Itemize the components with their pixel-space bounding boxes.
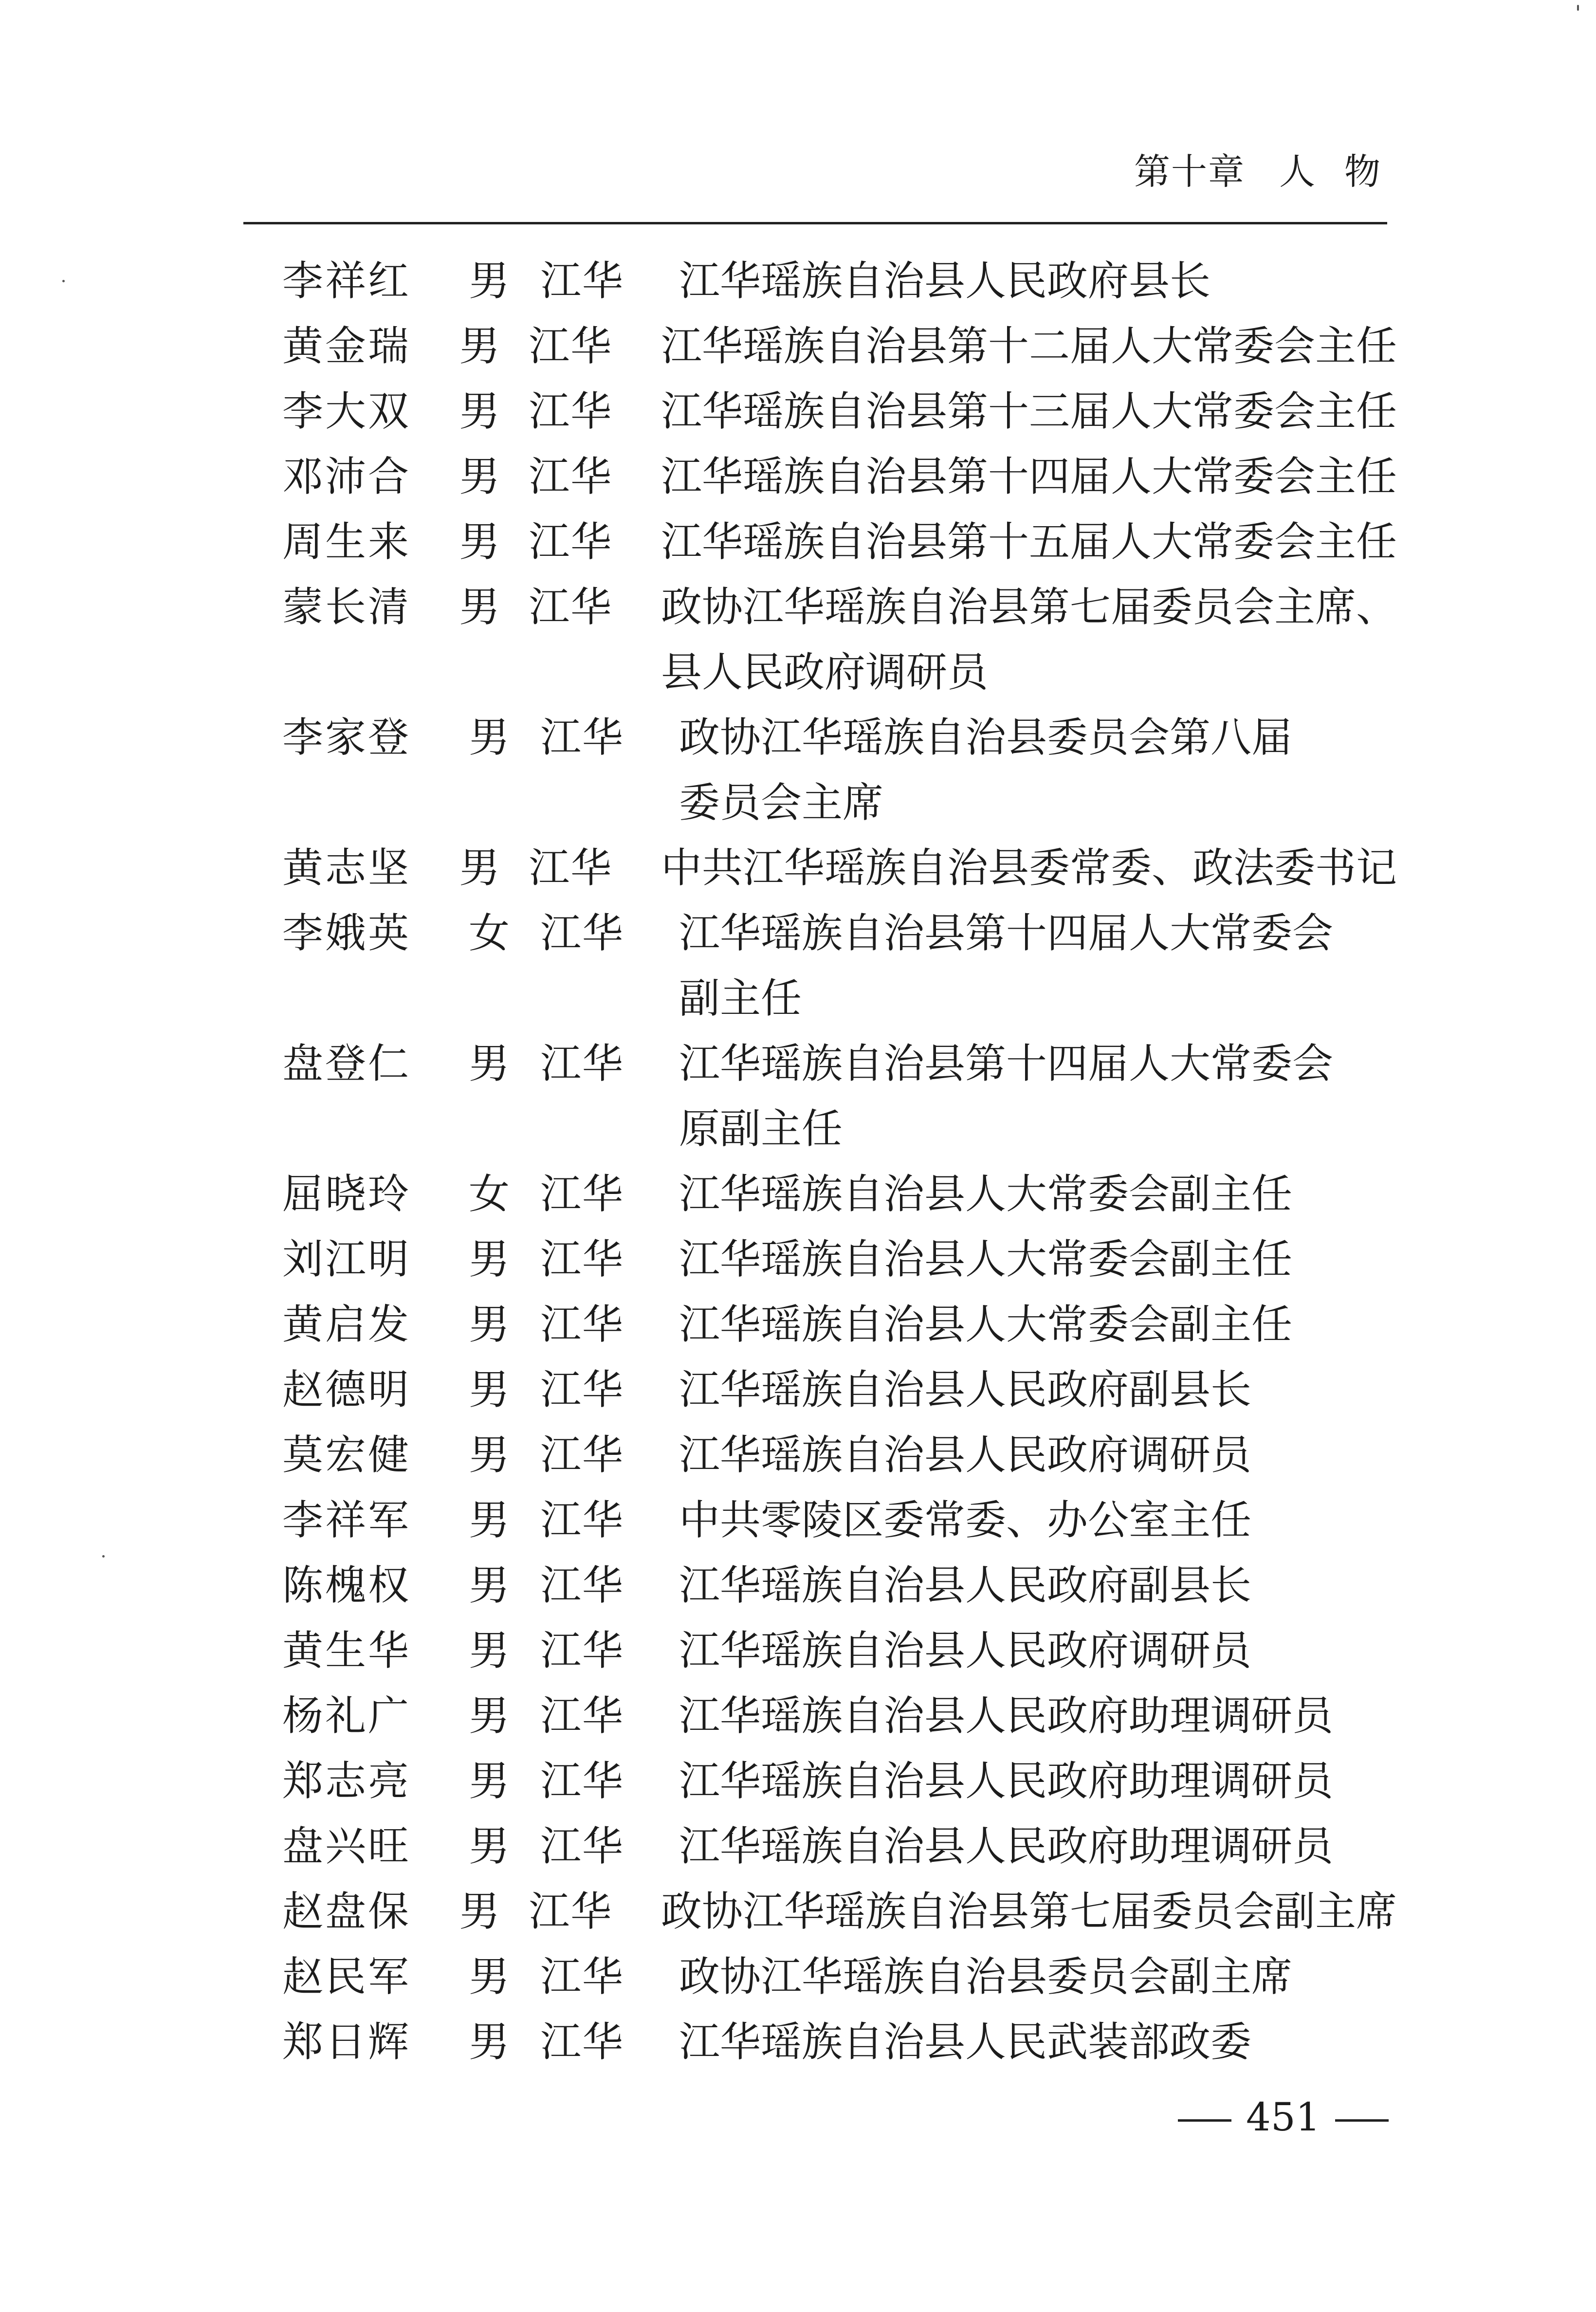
person-gender: 男 (459, 453, 500, 500)
person-gender: 男 (459, 387, 500, 435)
header-chapter: 第十章 (1134, 151, 1245, 193)
person-name: 李大双 (282, 387, 411, 435)
person-entry (282, 1553, 1397, 1618)
person-entry (282, 248, 1397, 313)
person-position (679, 1683, 1397, 1748)
header-title: 人物 (1279, 151, 1410, 193)
person-name: 杨礼广 (282, 1692, 411, 1740)
position-line: 政协江华瑶族自治县委员会副主席 (679, 1953, 1293, 2000)
person-entry (282, 1879, 1397, 1944)
position-line: 江华瑶族自治县人民政府副县长 (679, 1561, 1252, 1609)
person-name: 郑志亮 (282, 1757, 411, 1805)
person-gender: 男 (468, 257, 510, 305)
person-entry (282, 1487, 1397, 1553)
person-name: 黄生华 (282, 1627, 411, 1674)
person-hometown: 江华 (540, 1235, 624, 1283)
person-hometown: 江华 (540, 1822, 624, 1870)
position-line: 江华瑶族自治县第十四届人大常委会 (679, 1040, 1334, 1087)
person-gender: 男 (459, 322, 500, 370)
position-line: 江华瑶族自治县第十五届人大常委会主任 (660, 518, 1397, 566)
person-name: 蒙长清 (282, 583, 411, 631)
person-position (679, 1227, 1397, 1292)
position-line: 江华瑶族自治县人民政府助理调研员 (679, 1757, 1334, 1805)
page-number-dash-right (1335, 2119, 1389, 2122)
person-name: 莫宏健 (282, 1431, 411, 1479)
person-gender: 男 (468, 1822, 510, 1870)
person-entry (282, 1618, 1397, 1683)
position-line: 江华瑶族自治县第十三届人大常委会主任 (660, 387, 1397, 435)
person-position (661, 509, 1397, 574)
position-line: 江华瑶族自治县人民政府助理调研员 (679, 1692, 1334, 1740)
person-gender: 男 (459, 844, 500, 892)
person-name: 赵德明 (282, 1366, 411, 1413)
person-gender: 男 (468, 1692, 510, 1740)
position-line: 中共江华瑶族自治县委常委、政法委书记 (660, 844, 1397, 892)
person-name: 李家登 (282, 714, 411, 761)
person-hometown: 江华 (540, 1301, 624, 1348)
header-rule (243, 222, 1387, 224)
position-line: 中共零陵区委常委、办公室主任 (679, 1496, 1252, 1544)
person-name: 盘登仁 (282, 1040, 411, 1087)
person-position (661, 1879, 1397, 1944)
person-position (679, 1553, 1397, 1618)
position-line: 副主任 (679, 974, 802, 1022)
person-hometown: 江华 (529, 322, 613, 370)
position-line: 江华瑶族自治县第十四届人大常委会 (679, 909, 1334, 957)
person-position (661, 835, 1397, 900)
person-entry (282, 1748, 1397, 1814)
person-entry (282, 1227, 1397, 1292)
position-line: 委员会主席 (679, 779, 884, 826)
person-entry (282, 1357, 1397, 1422)
person-position (679, 1357, 1397, 1422)
person-name: 李祥红 (282, 257, 411, 305)
person-hometown: 江华 (529, 387, 613, 435)
person-gender: 男 (468, 2018, 510, 2066)
person-name: 赵盘保 (282, 1888, 411, 1935)
position-line: 江华瑶族自治县人民政府调研员 (679, 1627, 1252, 1674)
person-entry (282, 900, 1397, 1031)
person-hometown: 江华 (540, 909, 624, 957)
person-hometown: 江华 (529, 453, 613, 500)
person-hometown: 江华 (529, 1888, 613, 1935)
person-hometown: 江华 (540, 1040, 624, 1087)
person-entry (282, 379, 1397, 444)
person-name: 陈槐权 (282, 1561, 411, 1609)
scan-speck (62, 280, 65, 282)
scan-speck (1577, 5, 1579, 11)
person-hometown: 江华 (529, 518, 613, 566)
position-line: 江华瑶族自治县人民政府助理调研员 (679, 1822, 1334, 1870)
person-entry (282, 1292, 1397, 1357)
person-name: 郑日辉 (282, 2018, 411, 2066)
person-hometown: 江华 (529, 844, 613, 892)
person-position (661, 444, 1397, 509)
page-number (1163, 2094, 1387, 2140)
person-gender: 男 (468, 1953, 510, 2000)
position-line: 江华瑶族自治县人大常委会副主任 (679, 1301, 1293, 1348)
person-entry (282, 444, 1397, 509)
person-position (661, 379, 1397, 444)
person-hometown: 江华 (540, 1561, 624, 1609)
person-hometown: 江华 (540, 1496, 624, 1544)
person-entry (282, 574, 1397, 705)
person-gender: 女 (468, 1170, 510, 1218)
person-gender: 男 (459, 583, 500, 631)
person-gender: 男 (468, 1040, 510, 1087)
person-entry (282, 313, 1397, 379)
position-line: 政协江华瑶族自治县第七届委员会副主席 (660, 1888, 1397, 1935)
person-entry (282, 705, 1397, 835)
person-position (679, 1487, 1397, 1553)
person-position (661, 313, 1397, 379)
position-line: 政协江华瑶族自治县第七届委员会主席、 (660, 583, 1397, 631)
person-name: 黄金瑞 (282, 322, 411, 370)
person-position (679, 1944, 1397, 2009)
scan-speck (102, 1555, 105, 1558)
running-header (1134, 151, 1410, 193)
person-position (661, 574, 1397, 705)
person-entry (282, 2009, 1397, 2074)
page-number-value: 451 (1246, 2094, 1321, 2140)
person-gender: 男 (468, 1235, 510, 1283)
person-gender: 男 (468, 1431, 510, 1479)
person-position (679, 1292, 1397, 1357)
person-hometown: 江华 (540, 1170, 624, 1218)
person-hometown: 江华 (540, 1953, 624, 2000)
person-name: 黄启发 (282, 1301, 411, 1348)
person-name: 刘江明 (282, 1235, 411, 1283)
person-gender: 男 (468, 1757, 510, 1805)
person-entry (282, 1422, 1397, 1487)
position-line: 原副主任 (679, 1105, 843, 1153)
person-position (679, 2009, 1397, 2074)
person-name: 李祥军 (282, 1496, 411, 1544)
person-gender: 男 (468, 1627, 510, 1674)
person-name: 黄志坚 (282, 844, 411, 892)
person-position (679, 900, 1397, 1031)
position-line: 江华瑶族自治县人民武装部政委 (679, 2018, 1252, 2066)
person-gender: 男 (468, 1496, 510, 1544)
person-entry (282, 835, 1397, 900)
person-hometown: 江华 (540, 1366, 624, 1413)
position-line: 政协江华瑶族自治县委员会第八届 (679, 714, 1293, 761)
page-number-dash-left (1178, 2119, 1231, 2122)
person-entry (282, 1944, 1397, 2009)
person-position (679, 1618, 1397, 1683)
person-name: 邓沛合 (282, 453, 411, 500)
position-line: 江华瑶族自治县人大常委会副主任 (679, 1235, 1293, 1283)
person-gender: 女 (468, 909, 510, 957)
person-name: 屈晓玲 (282, 1170, 411, 1218)
person-name: 赵民军 (282, 1953, 411, 2000)
person-hometown: 江华 (540, 2018, 624, 2066)
position-line: 江华瑶族自治县人民政府调研员 (679, 1431, 1252, 1479)
person-gender: 男 (468, 714, 510, 761)
person-hometown: 江华 (540, 1692, 624, 1740)
person-position (679, 1422, 1397, 1487)
person-position (679, 1031, 1397, 1161)
position-line: 县人民政府调研员 (660, 648, 988, 696)
position-line: 江华瑶族自治县人民政府副县长 (679, 1366, 1252, 1413)
person-hometown: 江华 (540, 1757, 624, 1805)
position-line: 江华瑶族自治县第十二届人大常委会主任 (660, 322, 1397, 370)
person-entry (282, 509, 1397, 574)
person-hometown: 江华 (540, 714, 624, 761)
position-line: 江华瑶族自治县第十四届人大常委会主任 (660, 453, 1397, 500)
person-gender: 男 (459, 1888, 500, 1935)
person-hometown: 江华 (540, 1431, 624, 1479)
person-entry (282, 1031, 1397, 1161)
person-entry (282, 1814, 1397, 1879)
person-position (679, 1814, 1397, 1879)
person-list (282, 248, 1397, 2074)
person-hometown: 江华 (540, 1627, 624, 1674)
person-position (679, 1748, 1397, 1814)
person-gender: 男 (468, 1561, 510, 1609)
person-position (679, 705, 1397, 835)
person-gender: 男 (459, 518, 500, 566)
person-gender: 男 (468, 1301, 510, 1348)
person-position (679, 248, 1397, 313)
person-name: 李娥英 (282, 909, 411, 957)
person-name: 周生来 (282, 518, 411, 566)
position-line: 江华瑶族自治县人民政府县长 (679, 257, 1211, 305)
person-entry (282, 1161, 1397, 1227)
person-position (679, 1161, 1397, 1227)
person-hometown: 江华 (540, 257, 624, 305)
person-hometown: 江华 (529, 583, 613, 631)
position-line: 江华瑶族自治县人大常委会副主任 (679, 1170, 1293, 1218)
person-entry (282, 1683, 1397, 1748)
person-gender: 男 (468, 1366, 510, 1413)
person-name: 盘兴旺 (282, 1822, 411, 1870)
